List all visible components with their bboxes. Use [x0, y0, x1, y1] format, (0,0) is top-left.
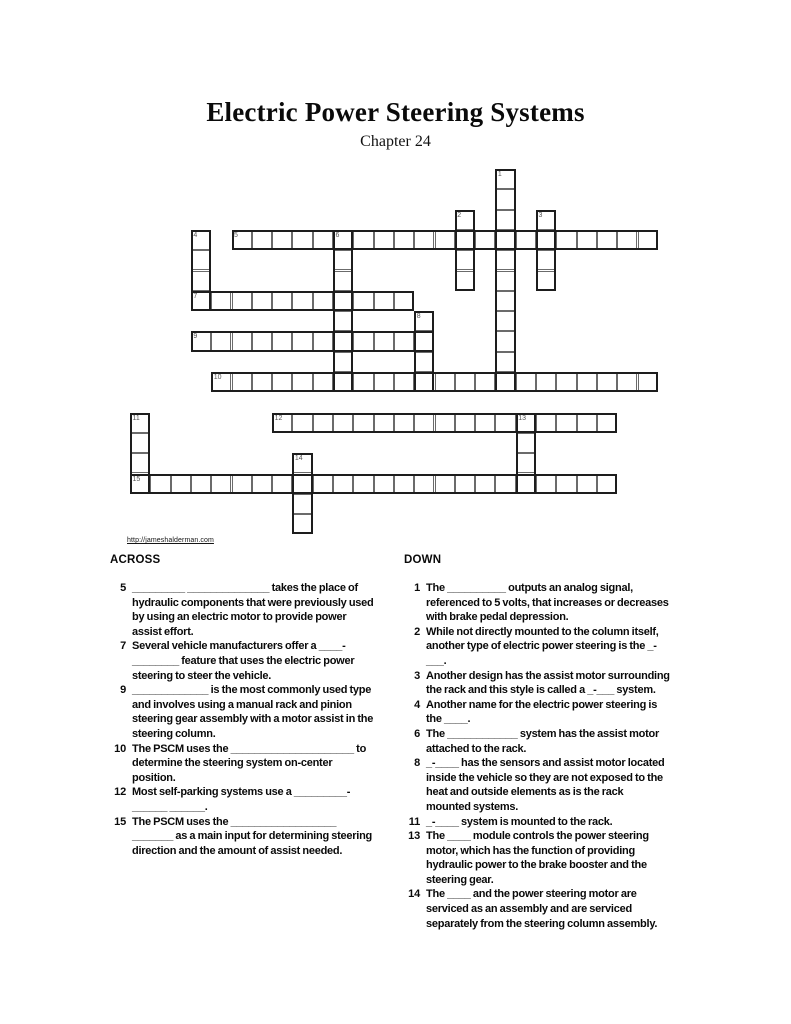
clue-item — [404, 815, 670, 830]
grid-cell[interactable] — [191, 230, 211, 250]
grid-cell[interactable] — [536, 372, 556, 392]
grid-cell[interactable] — [455, 230, 475, 250]
grid-cell[interactable] — [414, 372, 434, 392]
grid-cell[interactable] — [495, 352, 515, 372]
grid-cell[interactable] — [394, 372, 414, 392]
grid-cell[interactable] — [292, 413, 312, 433]
grid-cell[interactable] — [414, 230, 434, 250]
grid-cell[interactable] — [313, 372, 333, 392]
across-clues-section — [110, 554, 376, 858]
grid-cell[interactable] — [313, 291, 333, 311]
grid-cell[interactable] — [252, 474, 272, 494]
grid-cell[interactable] — [272, 413, 292, 433]
grid-cell[interactable] — [414, 331, 434, 351]
grid-cell[interactable] — [597, 230, 617, 250]
grid-cell[interactable] — [556, 230, 576, 250]
grid-cell[interactable] — [374, 230, 394, 250]
grid-cell[interactable] — [374, 474, 394, 494]
grid-cell[interactable] — [414, 413, 434, 433]
grid-cell[interactable] — [130, 413, 150, 433]
cell-number: 3 — [538, 211, 543, 219]
grid-cell[interactable] — [455, 271, 475, 291]
grid-cell[interactable] — [516, 413, 536, 433]
grid-cell[interactable] — [495, 210, 515, 230]
grid-cell[interactable] — [232, 474, 252, 494]
grid-cell[interactable] — [435, 230, 455, 250]
grid-cell[interactable] — [313, 413, 333, 433]
grid-cell[interactable] — [374, 413, 394, 433]
grid-cell[interactable] — [374, 331, 394, 351]
clue-item — [110, 683, 376, 741]
grid-cell[interactable] — [516, 230, 536, 250]
clue-item — [404, 829, 670, 887]
grid-cell[interactable] — [394, 291, 414, 311]
cell-number: 2 — [457, 211, 462, 219]
clue-text: The ____________ system has the assist motor attached to the rack. — [426, 727, 660, 755]
clue-number: 4 — [414, 698, 420, 711]
clue-number: 3 — [414, 669, 420, 682]
grid-cell[interactable] — [272, 291, 292, 311]
grid-cell[interactable] — [333, 271, 353, 291]
grid-cell[interactable] — [414, 474, 434, 494]
grid-cell[interactable] — [292, 331, 312, 351]
clue-number: 1 — [414, 582, 420, 594]
grid-cell[interactable] — [455, 250, 475, 270]
grid-cell[interactable] — [272, 230, 292, 250]
clue-number: 8 — [414, 757, 420, 770]
grid-cell[interactable] — [475, 474, 495, 494]
clue-number: 15 — [114, 815, 126, 828]
clue-item — [404, 581, 670, 625]
across-clue-list — [110, 581, 376, 858]
grid-cell[interactable] — [455, 372, 475, 392]
grid-cell[interactable] — [353, 331, 373, 351]
grid-cell[interactable] — [495, 230, 515, 250]
grid-cell[interactable] — [475, 413, 495, 433]
clue-text: The PSCM uses the _____________________ to determine the steering system on-center position. — [132, 742, 367, 784]
cell-number: 7 — [193, 292, 198, 300]
grid-cell[interactable] — [577, 413, 597, 433]
grid-cell[interactable] — [272, 372, 292, 392]
grid-cell[interactable] — [211, 474, 231, 494]
chapter-subtitle: Chapter 24 — [360, 133, 431, 150]
grid-cell[interactable] — [597, 413, 617, 433]
grid-cell[interactable] — [516, 433, 536, 453]
grid-cell[interactable] — [211, 331, 231, 351]
grid-cell[interactable] — [211, 291, 231, 311]
grid-cell[interactable] — [130, 474, 150, 494]
grid-cell[interactable] — [191, 271, 211, 291]
grid-cell[interactable] — [495, 474, 515, 494]
clue-number: 10 — [114, 742, 126, 755]
grid-cell[interactable] — [536, 250, 556, 270]
grid-cell[interactable] — [374, 372, 394, 392]
grid-cell[interactable] — [232, 331, 252, 351]
clue-item — [110, 742, 376, 786]
grid-cell[interactable] — [353, 372, 373, 392]
clue-item — [110, 785, 376, 814]
grid-cell[interactable] — [495, 189, 515, 209]
clue-number: 13 — [408, 830, 420, 843]
grid-cell[interactable] — [171, 474, 191, 494]
down-header: DOWN — [404, 554, 442, 566]
grid-cell[interactable] — [333, 474, 353, 494]
grid-cell[interactable] — [495, 271, 515, 291]
cell-number: 10 — [213, 374, 222, 381]
clue-item — [404, 669, 670, 698]
clue-text: The ____ module controls the power steering motor, which has the function of providing hydraulic power to the brake booster and the steering gear. — [426, 830, 649, 886]
down-clue-list — [404, 581, 670, 931]
grid-cell[interactable] — [394, 474, 414, 494]
grid-cell[interactable] — [536, 210, 556, 230]
cell-number: 12 — [274, 414, 283, 422]
grid-cell[interactable] — [475, 372, 495, 392]
grid-cell[interactable] — [577, 230, 597, 250]
clue-number: 7 — [120, 640, 126, 653]
grid-cell[interactable] — [556, 413, 576, 433]
grid-cell[interactable] — [638, 372, 658, 392]
grid-cell[interactable] — [353, 230, 373, 250]
grid-cell[interactable] — [333, 311, 353, 331]
cell-number: 14 — [294, 455, 303, 463]
grid-cell[interactable] — [252, 291, 272, 311]
clue-item — [404, 698, 670, 727]
grid-cell[interactable] — [536, 271, 556, 291]
grid-cell[interactable] — [516, 474, 536, 494]
clue-text: _________ ______________ takes the place of hydraulic components that were previously used by using an electric motor to provide power assist effort. — [132, 582, 374, 638]
clue-number: 5 — [120, 582, 126, 594]
grid-cell[interactable] — [130, 453, 150, 473]
grid-cell[interactable] — [333, 230, 353, 250]
cell-number: 5 — [234, 231, 238, 239]
cell-number: 11 — [132, 414, 140, 422]
grid-cell[interactable] — [353, 474, 373, 494]
grid-cell[interactable] — [313, 474, 333, 494]
grid-cell[interactable] — [272, 474, 292, 494]
clue-number: 9 — [120, 684, 126, 697]
grid-cell[interactable] — [292, 494, 312, 514]
source-url-link[interactable]: http://jameshalderman.com — [127, 537, 214, 544]
grid-cell[interactable] — [191, 291, 211, 311]
grid-cell[interactable] — [495, 291, 515, 311]
grid-cell[interactable] — [414, 311, 434, 331]
grid-cell[interactable] — [495, 169, 515, 189]
grid-cell[interactable] — [313, 230, 333, 250]
grid-cell[interactable] — [333, 372, 353, 392]
clue-item — [404, 756, 670, 814]
grid-cell[interactable] — [394, 230, 414, 250]
grid-cell[interactable] — [617, 372, 637, 392]
grid-cell[interactable] — [191, 250, 211, 270]
clue-text: The __________ outputs an analog signal, referenced to 5 volts, that increases or decreases with brake pedal depression. — [426, 582, 669, 624]
grid-cell[interactable] — [130, 433, 150, 453]
grid-cell[interactable] — [150, 474, 170, 494]
grid-cell[interactable] — [556, 372, 576, 392]
grid-cell[interactable] — [353, 413, 373, 433]
grid-cell[interactable] — [536, 230, 556, 250]
grid-cell[interactable] — [435, 474, 455, 494]
grid-cell[interactable] — [333, 331, 353, 351]
grid-cell[interactable] — [292, 291, 312, 311]
grid-cell[interactable] — [232, 372, 252, 392]
grid-cell[interactable] — [495, 413, 515, 433]
grid-cell[interactable] — [292, 230, 312, 250]
clue-text: Another design has the assist motor surrounding the rack and this style is called a _-___ system. — [426, 669, 670, 697]
clue-item — [404, 887, 670, 931]
across-header: ACROSS — [110, 554, 161, 566]
down-clues-section — [404, 554, 670, 931]
grid-cell[interactable] — [495, 311, 515, 331]
grid-cell[interactable] — [516, 372, 536, 392]
grid-cell[interactable] — [333, 352, 353, 372]
clue-text: _-____ system is mounted to the rack. — [426, 815, 613, 828]
grid-cell[interactable] — [292, 453, 312, 473]
clue-number: 6 — [414, 727, 420, 740]
clue-text: While not directly mounted to the column itself, another type of electric power steering is the _-___. — [426, 625, 659, 667]
cell-number: 4 — [193, 231, 198, 239]
clue-text: The PSCM uses the __________________ _______ as a main input for determining steering direction and the amount of assist needed. — [132, 815, 373, 857]
grid-cell[interactable] — [252, 372, 272, 392]
grid-cell[interactable] — [536, 474, 556, 494]
cell-number: 6 — [335, 231, 340, 239]
grid-cell[interactable] — [211, 372, 231, 392]
grid-cell[interactable] — [394, 331, 414, 351]
clue-number: 12 — [114, 786, 126, 799]
clue-text: _____________ is the most commonly used type and involves using a manual rack and pinion steering gear assembly with a motor assist in the steering column. — [132, 684, 374, 740]
grid-cell[interactable] — [394, 413, 414, 433]
grid-cell[interactable] — [455, 210, 475, 230]
clue-number: 11 — [408, 815, 420, 828]
grid-cell[interactable] — [536, 413, 556, 433]
grid-cell[interactable] — [638, 230, 658, 250]
grid-cell[interactable] — [435, 372, 455, 392]
clue-text: Another name for the electric power steering is the ____. — [426, 698, 658, 726]
grid-cell[interactable] — [516, 453, 536, 473]
grid-cell[interactable] — [435, 413, 455, 433]
grid-cell[interactable] — [333, 250, 353, 270]
grid-cell[interactable] — [252, 230, 272, 250]
grid-cell[interactable] — [232, 230, 252, 250]
grid-cell[interactable] — [597, 372, 617, 392]
grid-cell[interactable] — [292, 514, 312, 534]
grid-cell[interactable] — [495, 331, 515, 351]
cell-number: 15 — [132, 475, 141, 483]
clue-item — [404, 727, 670, 756]
clue-number: 2 — [414, 625, 420, 638]
clue-text: _-____ has the sensors and assist motor located inside the vehicle so they are not exposed to the heat and outside elements as is the rack mounted systems. — [426, 757, 665, 813]
clue-text: Several vehicle manufacturers offer a ____-________ feature that uses the electric power steering to steer the vehicle. — [132, 640, 355, 682]
grid-cell[interactable] — [414, 352, 434, 372]
grid-cell[interactable] — [495, 250, 515, 270]
cell-number: 9 — [193, 333, 198, 341]
grid-cell[interactable] — [232, 291, 252, 311]
grid-cell[interactable] — [191, 331, 211, 351]
grid-cell[interactable] — [333, 291, 353, 311]
grid-cell[interactable] — [577, 372, 597, 392]
cell-number: 13 — [518, 414, 526, 422]
grid-cell[interactable] — [191, 474, 211, 494]
cell-number: 1 — [497, 171, 502, 178]
grid-cell[interactable] — [333, 413, 353, 433]
grid-cell[interactable] — [272, 331, 292, 351]
grid-cell[interactable] — [617, 230, 637, 250]
grid-cell[interactable] — [597, 474, 617, 494]
grid-cell[interactable] — [556, 474, 576, 494]
grid-cell[interactable] — [292, 474, 312, 494]
grid-cell[interactable] — [374, 291, 394, 311]
grid-cell[interactable] — [577, 474, 597, 494]
grid-cell[interactable] — [292, 372, 312, 392]
page-title: Electric Power Steering Systems — [206, 97, 585, 127]
grid-cell[interactable] — [455, 413, 475, 433]
clue-text: Most self-parking systems use a _________-______ ______. — [132, 786, 351, 813]
grid-cell[interactable] — [252, 331, 272, 351]
clue-item — [110, 581, 376, 639]
grid-cell[interactable] — [475, 230, 495, 250]
grid-cell[interactable] — [495, 372, 515, 392]
clue-item — [110, 639, 376, 683]
grid-cell[interactable] — [313, 331, 333, 351]
grid-cell[interactable] — [455, 474, 475, 494]
clue-item — [404, 625, 670, 669]
grid-cell[interactable] — [353, 291, 373, 311]
clue-number: 14 — [408, 888, 420, 901]
cell-number: 8 — [416, 313, 421, 321]
clue-item — [110, 815, 376, 859]
clue-text: The ____ and the power steering motor are serviced as an assembly and are serviced separately from the steering column assembly. — [426, 888, 658, 930]
